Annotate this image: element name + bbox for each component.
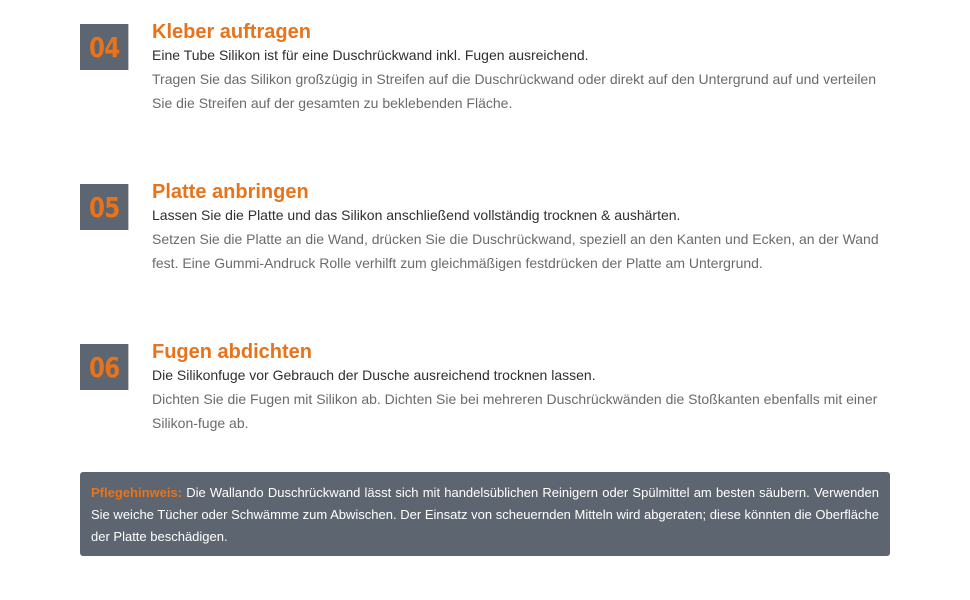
step-number-badge: 04 [80,24,128,70]
step-number-badge: 06 [80,344,128,390]
step-content [152,180,892,275]
care-note-paragraph [91,482,879,548]
step-content [152,340,892,435]
step-title: Kleber auftragen [152,21,311,43]
step-description: Dichten Sie die Fugen mit Silikon ab. Dichten Sie bei mehreren Duschrückwänden die Stoßkanten ebenfalls mit einer Silikon-fuge ab. [152,391,878,431]
step-description: Tragen Sie das Silikon großzügig in Streifen auf die Duschrückwand oder direkt auf den Untergrund auf und verteilen Sie die Streifen auf der gesamten zu beklebenden Fläche. [152,71,877,111]
step-title: Platte anbringen [152,181,309,203]
step-number-badge: 05 [80,184,128,230]
step-description: Setzen Sie die Platte an die Wand, drücken Sie die Duschrückwand, speziell an den Kanten und Ecken, an der Wand fest. Eine Gummi-Andruck Rolle verhilft zum gleichmäßigen festdrücken der Platte am Untergrund. [152,231,879,271]
step-lead-text: Die Silikonfuge vor Gebrauch der Dusche ausreichend trocknen lassen. [152,367,596,383]
step-lead-text: Lassen Sie die Platte und das Silikon anschließend vollständig trocknen & aushärten. [152,207,681,223]
care-note-label: Pflegehinweis: [91,485,183,500]
step-lead-text: Eine Tube Silikon ist für eine Duschrückwand inkl. Fugen ausreichend. [152,47,589,63]
care-note-box [80,472,890,556]
care-note-text: Die Wallando Duschrückwand lässt sich mit handelsüblichen Reinigern oder Spülmittel am besten säubern. Verwenden Sie weiche Tücher oder Schwämme zum Abwischen. Der Einsatz von scheuernden Mitteln wird abgeraten; diese könnten die Oberfläche der Platte beschädigen. [91,485,879,544]
step-title: Fugen abdichten [152,341,312,363]
step-content [152,20,892,115]
